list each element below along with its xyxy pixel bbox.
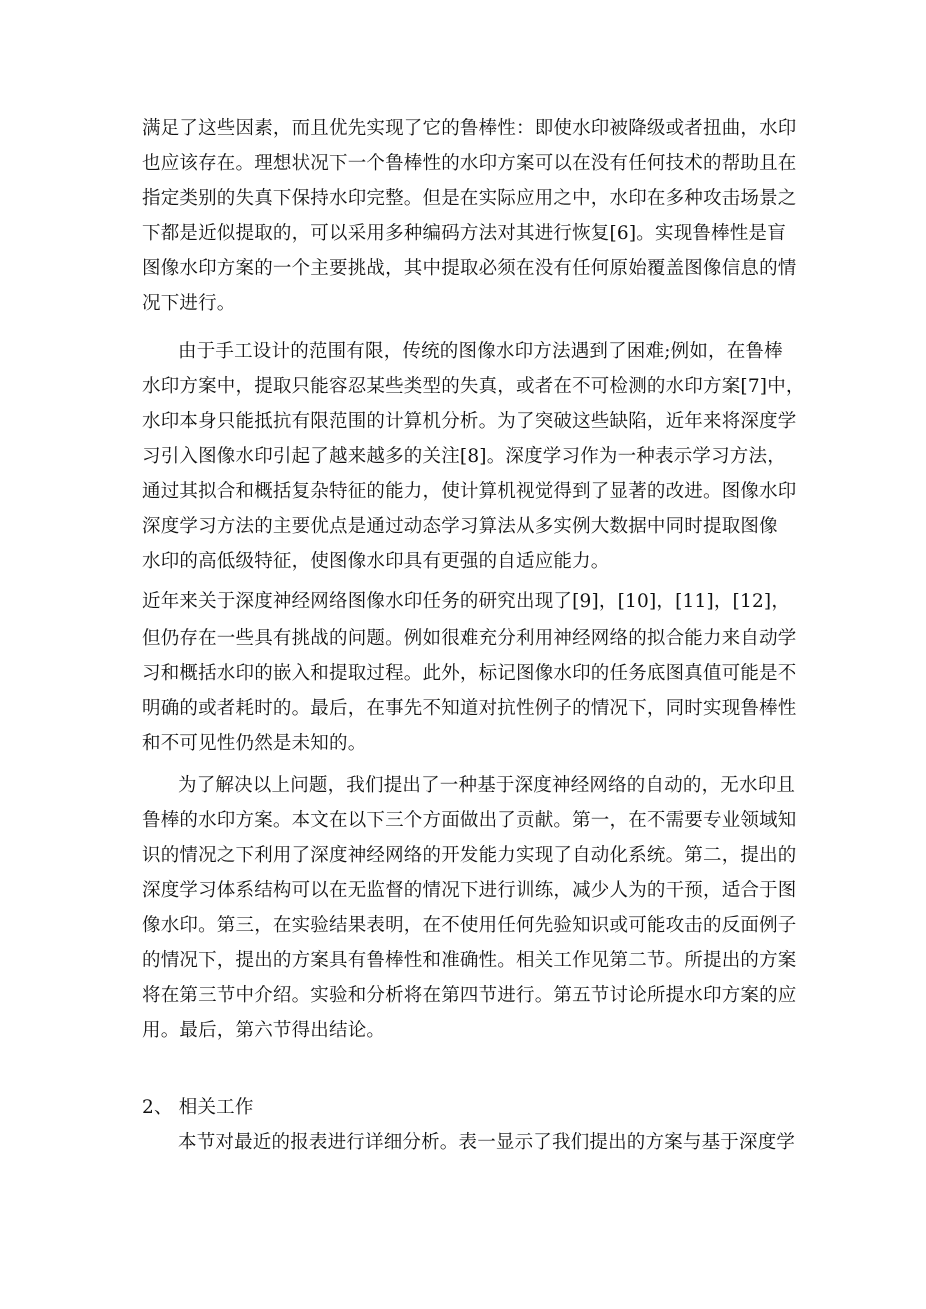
- paragraph-line: 由于手工设计的范围有限，传统的图像水印方法遇到了困难;例如，在鲁棒: [178, 341, 783, 362]
- paragraph-line: 识的情况之下利用了深度神经网络的开发能力实现了自动化系统。第二，提出的: [142, 845, 797, 866]
- paragraph-line: 鲁棒的水印方案。本文在以下三个方面做出了贡献。第一，在不需要专业领域知: [142, 810, 797, 831]
- paragraph-line: 通过其拟合和概括复杂特征的能力，使计算机视觉得到了显著的改进。图像水印: [142, 481, 797, 502]
- paragraph-line: 习和概括水印的嵌入和提取过程。此外，标记图像水印的任务底图真值可能是不: [142, 663, 797, 684]
- paragraph-line: 习引入图像水印引起了越来越多的关注[8]。深度学习作为一种表示学习方法，: [142, 446, 786, 467]
- paragraph-line: 本节对最近的报表进行详细分析。表一显示了我们提出的方案与基于深度学: [178, 1132, 796, 1153]
- paragraph-line: 满足了这些因素，而且优先实现了它的鲁棒性：即使水印被降级或者扭曲，水印: [142, 118, 797, 139]
- paragraph-line: 将在第三节中介绍。实验和分析将在第四节进行。第五节讨论所提水印方案的应: [142, 985, 797, 1006]
- paragraph-line: 况下进行。: [142, 293, 236, 314]
- paragraph-line: 但仍存在一些具有挑战的问题。例如很难充分利用神经网络的拟合能力来自动学: [142, 628, 797, 649]
- paragraph-line: 用。最后，第六节得出结论。: [142, 1020, 386, 1041]
- paragraph-line: 明确的或者耗时的。最后，在事先不知道对抗性例子的情况下，同时实现鲁棒性: [142, 698, 797, 719]
- paragraph-line: 像水印。第三，在实验结果表明，在不使用任何先验知识或可能攻击的反面例子: [142, 915, 797, 936]
- paragraph-line: 也应该存在。理想状况下一个鲁棒性的水印方案可以在没有任何技术的帮助且在: [142, 153, 797, 174]
- paragraph-line: 和不可见性仍然是未知的。: [142, 733, 367, 754]
- paragraph-line: 深度学习体系结构可以在无监督的情况下进行训练，减少人为的干预，适合于图: [142, 880, 797, 901]
- paragraph-line: 水印本身只能抵抗有限范围的计算机分析。为了突破这些缺陷，近年来将深度学: [142, 411, 797, 432]
- paragraph-line: 水印方案中，提取只能容忍某些类型的失真，或者在不可检测的水印方案[7]中，: [142, 376, 805, 397]
- paragraph-line: 为了解决以上问题，我们提出了一种基于深度神经网络的自动的，无水印且: [178, 775, 796, 796]
- paragraph-line: 图像水印方案的一个主要挑战，其中提取必须在没有任何原始覆盖图像信息的情: [142, 258, 797, 279]
- paragraph-line: 下都是近似提取的，可以采用多种编码方法对其进行恢复[6]。实现鲁棒性是盲: [142, 223, 786, 244]
- paragraph-line: 近年来关于深度神经网络图像水印任务的研究出现了[9]，[10]，[11]，[12]，: [142, 591, 791, 612]
- paragraph-line: 指定类别的失真下保持水印完整。但是在实际应用之中，水印在多种攻击场景之: [142, 188, 797, 209]
- section-heading: 2、 相关工作: [142, 1097, 254, 1118]
- paragraph-line: 的情况下，提出的方案具有鲁棒性和准确性。相关工作见第二节。所提出的方案: [142, 950, 797, 971]
- paragraph-line: 深度学习方法的主要优点是通过动态学习算法从多实例大数据中同时提取图像: [142, 516, 778, 537]
- paragraph-line: 水印的高低级特征，使图像水印具有更强的自适应能力。: [142, 551, 610, 572]
